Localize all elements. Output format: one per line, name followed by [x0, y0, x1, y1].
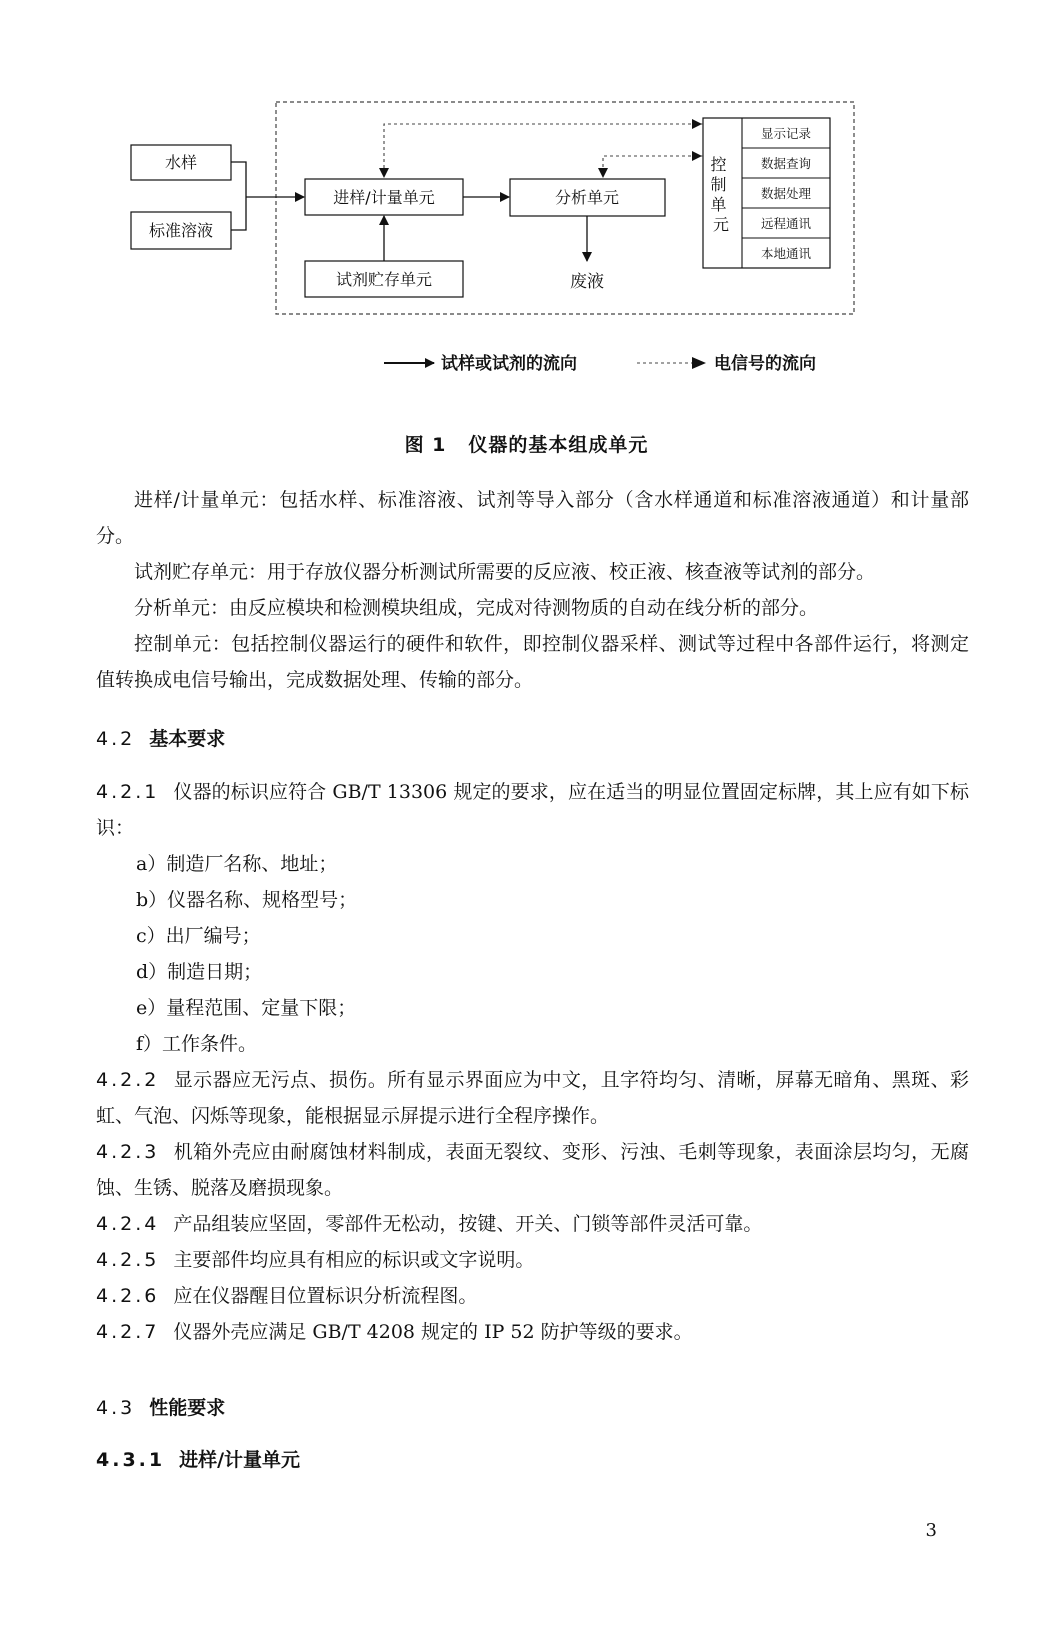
- clause-number: 4.2.7: [96, 1321, 160, 1343]
- list-item: e）量程范围、定量下限；: [136, 997, 357, 1019]
- section-4-3-1: [96, 1442, 969, 1478]
- clause-4-2-6: [96, 1278, 969, 1314]
- sample-line: [231, 162, 246, 197]
- control-item-query: 数据查询: [760, 156, 812, 171]
- page-number: 3: [925, 1520, 937, 1541]
- paragraph-reagent: 试剂贮存单元：用于存放仪器分析测试所需要的反应液、校正液、核查液等试剂的部分。: [134, 561, 876, 583]
- paragraph-control: 控制单元：包括控制仪器运行的硬件和软件，即控制仪器采样、测试等过程中各部件运行，将测定值转换成电信号输出，完成数据处理、传输的部分。: [96, 633, 969, 691]
- clause-text: 仪器外壳应满足 GB/T 4208 规定的 IP 52 防护等级的要求。: [173, 1321, 693, 1343]
- signal-line-analysis: [603, 156, 703, 175]
- clause-text: 显示器应无污点、损伤。所有显示界面应为中文，且字符均匀、清晰，屏幕无暗角、黑斑、彩虹、气泡、闪烁等现象，能根据显示屏提示进行全程序操作。: [96, 1069, 969, 1127]
- standard-line: [231, 197, 246, 230]
- clause-number: 4.2.1: [96, 781, 160, 803]
- analysis-unit-label: 分析单元: [554, 188, 620, 207]
- section-number: 4.3: [96, 1397, 136, 1419]
- clause-number: 4.2.3: [96, 1141, 160, 1163]
- clause-4-2-7: [96, 1314, 969, 1350]
- clause-number: 4.2.6: [96, 1285, 160, 1307]
- figure-caption-number: 图 1: [404, 434, 447, 456]
- control-item-display: 显示记录: [760, 126, 812, 141]
- clause-number: 4.2.2: [96, 1069, 160, 1091]
- section-title: 基本要求: [149, 728, 226, 750]
- clause-text: 应在仪器醒目位置标识分析流程图。: [173, 1285, 478, 1307]
- clause-number: 4.2.5: [96, 1249, 160, 1271]
- clause-4-2-3: [96, 1134, 969, 1206]
- paragraph-analysis: 分析单元：由反应模块和检测模块组成，完成对待测物质的自动在线分析的部分。: [134, 597, 819, 619]
- clause-text: 机箱外壳应由耐腐蚀材料制成，表面无裂纹、变形、污浊、毛刺等现象，表面涂层均匀，无腐蚀、生锈、脱落及磨损现象。: [96, 1141, 969, 1199]
- control-unit-label: 控 制 单 元: [710, 155, 730, 234]
- legend-solid-label: 试样或试剂的流向: [441, 354, 577, 374]
- section-title: 性能要求: [149, 1397, 226, 1419]
- clause-text: 主要部件均应具有相应的标识或文字说明。: [173, 1249, 535, 1271]
- section-title: 进样/计量单元: [179, 1449, 301, 1471]
- paragraph-sampling: 进样/计量单元：包括水样、标准溶液、试剂等导入部分（含水样通道和标准溶液通道）和计量部分。: [96, 489, 969, 547]
- composition-diagram: [0, 0, 1053, 390]
- clause-4-2-1: [96, 774, 969, 846]
- clause-number: 4.2.4: [96, 1213, 160, 1235]
- section-4-3-heading: [96, 1390, 969, 1426]
- reagent-unit-label: 试剂贮存单元: [335, 270, 433, 289]
- figure-caption-title: 仪器的基本组成单元: [468, 434, 649, 456]
- diagram-svg: [0, 0, 1053, 390]
- clause-text: 产品组装应坚固，零部件无松动，按键、开关、门锁等部件灵活可靠。: [173, 1213, 763, 1235]
- water-sample-label: 水样: [164, 153, 198, 172]
- clause-4-2-5: [96, 1242, 969, 1278]
- clause-4-2-4: [96, 1206, 969, 1242]
- section-4-2: [96, 721, 969, 757]
- control-item-local: 本地通讯: [760, 246, 812, 261]
- control-item-processing: 数据处理: [760, 186, 812, 201]
- unit-descriptions: [96, 482, 969, 698]
- section-4-3-1-heading: [96, 1442, 969, 1478]
- control-item-remote: 远程通讯: [760, 216, 812, 231]
- section-4-2-heading: [96, 721, 969, 757]
- list-item: f）工作条件。: [136, 1033, 258, 1055]
- signal-line-sampling: [384, 124, 703, 175]
- list-item: b）仪器名称、规格型号；: [136, 889, 358, 911]
- clause-text: 仪器的标识应符合 GB/T 13306 规定的要求，应在适当的明显位置固定标牌，其上应有如下标识：: [96, 781, 969, 839]
- clauses-block: [96, 774, 969, 1350]
- standard-solution-label: 标准溶液: [148, 221, 214, 240]
- waste-label: 废液: [570, 272, 604, 292]
- list-item: a）制造厂名称、地址；: [136, 853, 338, 875]
- section-4-3: [96, 1390, 969, 1426]
- section-number: 4.2: [96, 728, 136, 750]
- clause-4-2-2: [96, 1062, 969, 1134]
- list-item: d）制造日期；: [136, 961, 263, 983]
- list-item: c）出厂编号；: [136, 925, 261, 947]
- section-number: 4.3.1: [96, 1449, 166, 1471]
- figure-caption: [0, 430, 1053, 457]
- legend-dashed-label: 电信号的流向: [714, 354, 816, 374]
- sampling-unit-label: 进样/计量单元: [333, 188, 435, 207]
